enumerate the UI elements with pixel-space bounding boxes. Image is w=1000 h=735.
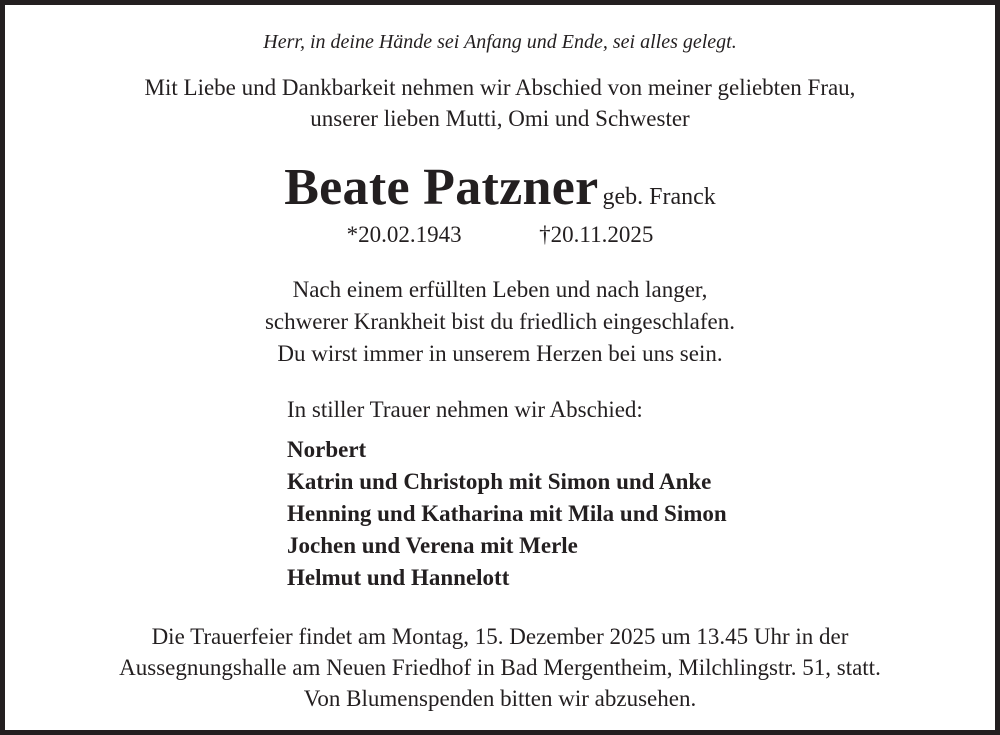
tribute-line: Du wirst immer in unserem Herzen bei uns sein.: [277, 341, 723, 366]
mourner: Helmut und Hannelott: [287, 565, 510, 590]
deceased-name: Beate Patzner: [284, 159, 599, 216]
mourner: Jochen und Verena mit Merle: [287, 533, 578, 558]
life-dates: [5, 222, 995, 248]
verse: Herr, in deine Hände sei Anfang und Ende, sei alles gelegt.: [263, 31, 737, 53]
intro-line: unserer lieben Mutti, Omi und Schwester: [310, 106, 690, 131]
funeral-line: Die Trauerfeier findet am Montag, 15. Dezember 2025 um 13.45 Uhr in der: [151, 624, 849, 649]
tribute-line: Nach einem erfüllten Leben und nach langer,: [292, 277, 708, 302]
tribute-line: schwerer Krankheit bist du friedlich eingeschlafen.: [264, 309, 736, 334]
mourner: Katrin und Christoph mit Simon und Anke: [287, 469, 712, 494]
mourner: Norbert: [287, 437, 367, 462]
birth-star-icon: *: [346, 222, 359, 247]
birth-name: geb. Franck: [602, 184, 716, 210]
funeral-line: Von Blumenspenden bitten wir abzusehen.: [303, 686, 697, 711]
intro-line: Mit Liebe und Dankbarkeit nehmen wir Abschied von meiner geliebten Frau,: [144, 75, 856, 100]
deceased-heading: [5, 158, 995, 217]
mourner: Henning und Katharina mit Mila und Simon: [287, 501, 727, 526]
mourners-intro: In stiller Trauer nehmen wir Abschied:: [287, 397, 643, 422]
funeral-line: Aussegnungshalle am Neuen Friedhof in Bad Mergentheim, Milchlingstr. 51, statt.: [119, 655, 881, 680]
birth-date: 20.02.1943: [358, 222, 462, 247]
death-date: 20.11.2025: [550, 222, 654, 247]
death-cross-icon: †: [539, 222, 551, 247]
